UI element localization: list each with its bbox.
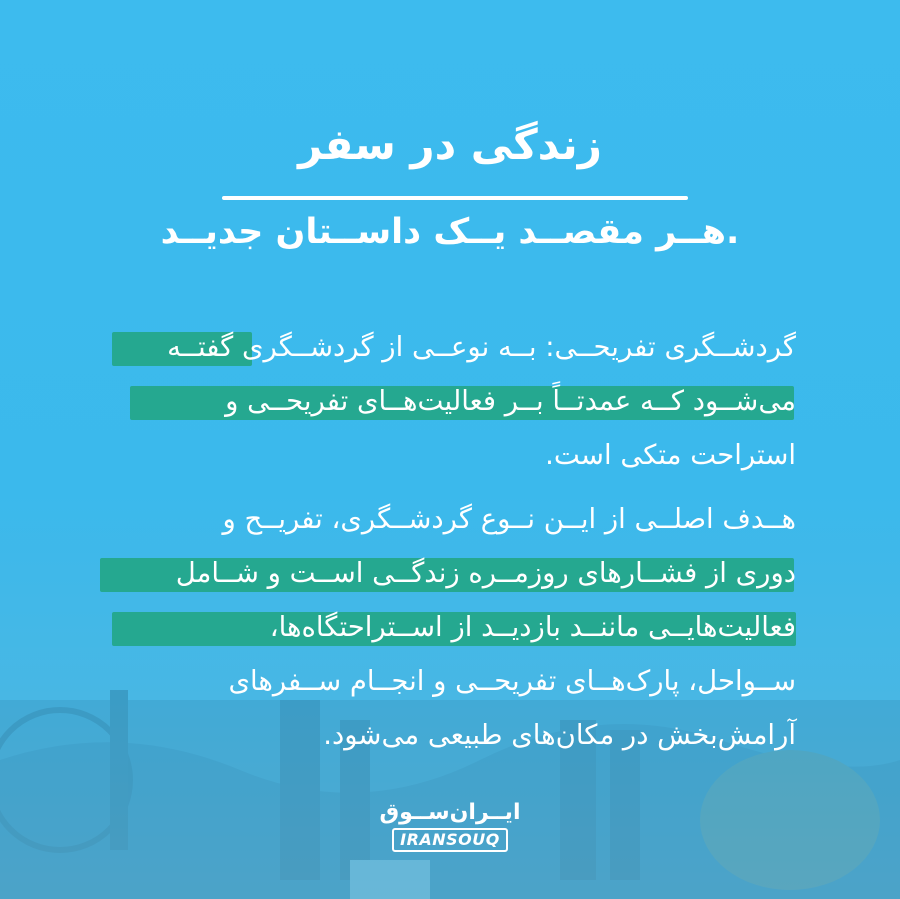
paragraph-line [100, 654, 796, 708]
paragraph-line [100, 708, 796, 762]
paragraph-text: آرامش‌بخش در مکان‌های طبیعی می‌شود. [323, 719, 796, 751]
paragraph-text: ســواحل، پارک‌هــای تفریحــی و انجــام ســفرهای [228, 665, 796, 697]
paragraph-text: گردشــگری تفریحــی: بــه نوعــی از گردشــگری گفتــه [167, 331, 796, 363]
paragraph-line [100, 492, 796, 546]
title-divider [222, 196, 688, 200]
paragraph-line [100, 374, 796, 428]
paragraph-text: دوری از فشــارهای روزمــره زندگــی اســت و شــامل [175, 557, 796, 589]
brand-name-en: IRANSOUQ [392, 828, 508, 852]
brand-name-fa: ایــران‌ســوق [379, 800, 521, 825]
paragraph-text: استراحت متکی است. [545, 439, 796, 471]
paragraph-1 [100, 320, 796, 482]
paragraph-text: می‌شــود کــه عمدتــاً بــر فعالیت‌هــای تفریحــی و [225, 385, 796, 417]
paragraph-line [100, 600, 796, 654]
paragraph-line [100, 428, 796, 482]
paragraph-line [100, 320, 796, 374]
brand-logo [0, 800, 900, 852]
paragraph-line [100, 546, 796, 600]
subtitle: .هــر مقصــد یــک داســتان جدیــد [160, 212, 740, 252]
paragraph-text: هــدف اصلــی از ایــن نــوع گردشــگری، تفریــح و [222, 503, 796, 535]
paragraph-2 [100, 492, 796, 762]
paragraph-text: فعالیت‌هایــی ماننــد بازدیــد از اســتراحتگاه‌ها، [269, 611, 796, 643]
page-title: زندگی در سفر [298, 120, 602, 169]
